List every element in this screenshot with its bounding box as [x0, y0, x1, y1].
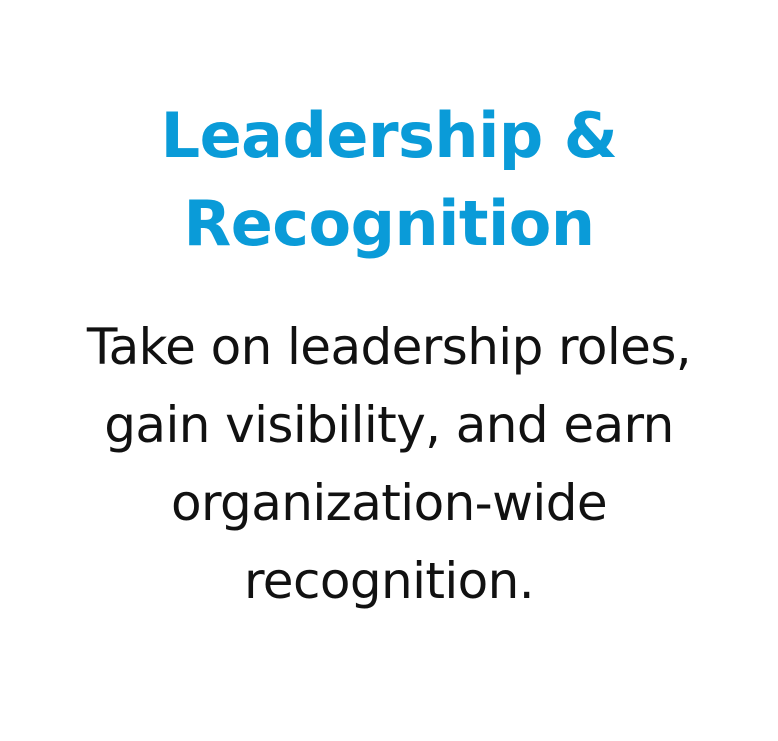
card-description-line-3: organization-wide: [170, 474, 608, 532]
card-description-line-2: gain visibility, and earn: [104, 396, 674, 454]
card-description-line-4: recognition.: [243, 552, 535, 610]
card-description: [0, 308, 778, 620]
card-title: [0, 92, 778, 268]
card-title-line-2: Recognition: [183, 187, 595, 260]
card-title-line-1: Leadership &: [160, 99, 618, 172]
card-description-line-1: Take on leadership roles,: [86, 318, 692, 376]
